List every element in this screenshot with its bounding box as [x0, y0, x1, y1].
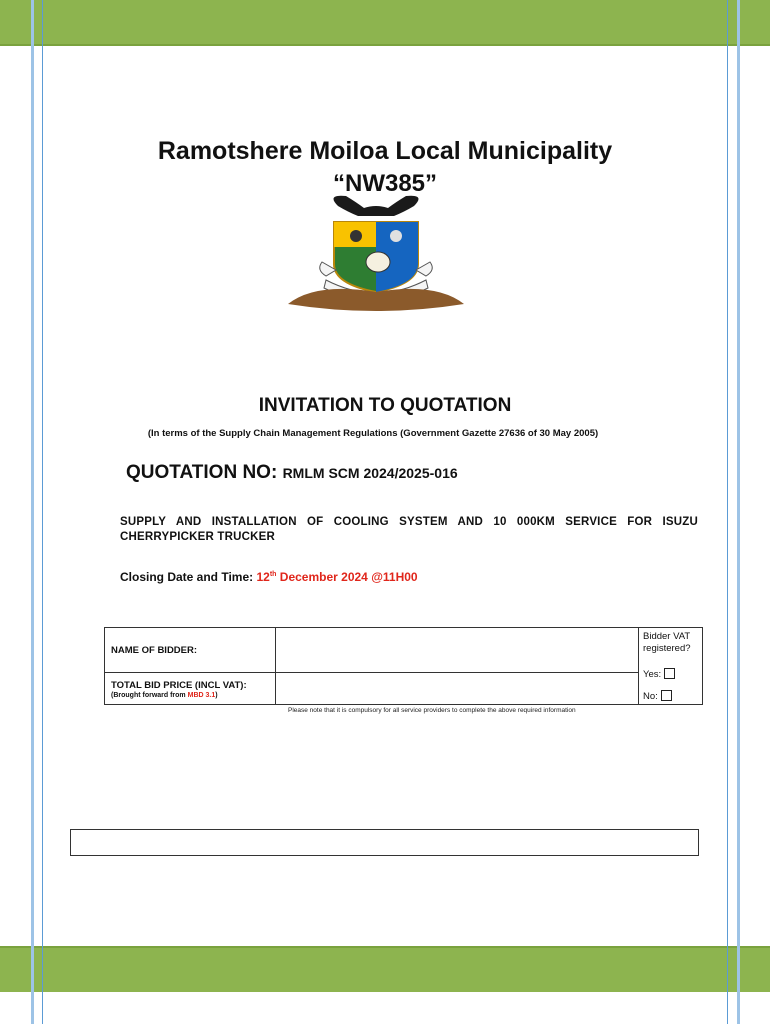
quotation-number-line [126, 462, 458, 484]
compulsory-note: Please note that it is compulsory for all service providers to complete the above required information [288, 707, 576, 714]
quotation-label: QUOTATION NO: [126, 462, 278, 483]
quotation-number: RMLM SCM 2024/2025-016 [282, 465, 458, 481]
vat-yes-option: Yes: [643, 668, 675, 680]
bid-price-field[interactable] [276, 673, 638, 705]
closing-date-line [120, 570, 418, 584]
bidder-name-label: NAME OF BIDDER: [111, 645, 198, 656]
vat-registered-question: Bidder VAT registered? [643, 631, 691, 654]
top-green-band [0, 0, 770, 46]
table-divider [638, 628, 639, 704]
vat-yes-checkbox[interactable] [664, 668, 675, 679]
document-heading: INVITATION TO QUOTATION [258, 395, 512, 416]
closing-date: 12th December 2024 @11H00 [256, 570, 418, 584]
empty-box [70, 829, 699, 856]
bid-price-label: TOTAL BID PRICE (INCL VAT): [111, 680, 247, 691]
regulations-note: (In terms of the Supply Chain Management Regulations (Government Gazette 27636 of 30 May 2005) [147, 428, 599, 439]
tender-description: SUPPLY AND INSTALLATION OF COOLING SYSTEM AND 10 000KM SERVICE FOR ISUZU CHERRYPICKER TRUCKER [120, 516, 698, 543]
bottom-green-band [0, 946, 770, 992]
vat-no-option: No: [643, 690, 672, 702]
municipality-title: Ramotshere Moiloa Local Municipality [157, 137, 613, 165]
municipal-crest-logo [286, 192, 466, 314]
closing-label: Closing Date and Time: [120, 570, 254, 584]
vat-no-checkbox[interactable] [661, 690, 672, 701]
bidder-name-field[interactable] [276, 628, 638, 672]
brought-forward-note: (Brought forward from MBD 3.1) [111, 692, 218, 699]
municipality-code: “NW385” [332, 170, 438, 197]
bidder-details-table [104, 627, 703, 705]
